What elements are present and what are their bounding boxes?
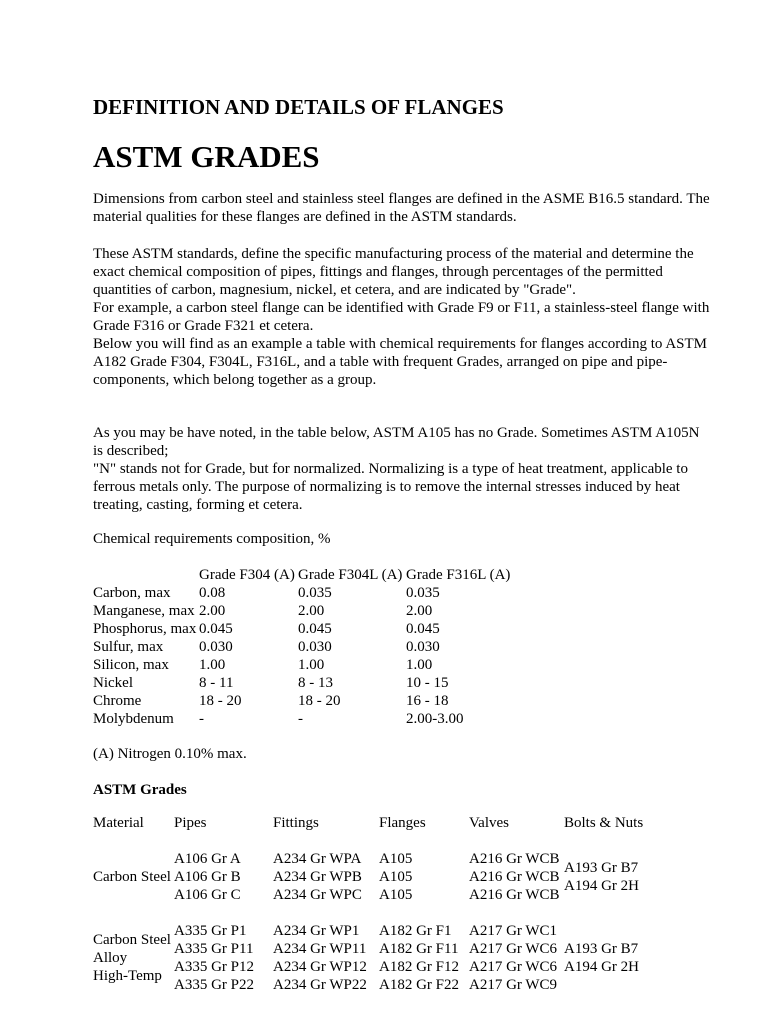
material-line: High-Temp <box>93 968 162 984</box>
document-title: ASTM GRADES <box>93 139 320 174</box>
paragraph-text: As you may be have noted, in the table below, ASTM A105 has no Grade. Sometimes ASTM A105N is described; <box>93 425 700 459</box>
spacer-row <box>93 832 674 850</box>
table-row <box>93 584 516 602</box>
table-row <box>93 850 674 868</box>
table-header-cell: Material <box>93 815 144 831</box>
table-row <box>93 710 516 728</box>
table-cell: A216 Gr WCB <box>469 851 560 867</box>
table-header-row <box>93 814 674 832</box>
table-cell: 2.00 <box>298 603 325 619</box>
paragraph-text: "N" stands not for Grade, but for normalized. Normalizing is a type of heat treatment, applicable to ferrous metals only. The purpose of normalizing is to remove the internal stresses induced by heat treating, casting, forming et cetera. <box>93 461 688 513</box>
table-header-cell: Grade F316L (A) <box>406 567 511 583</box>
table-row <box>93 620 516 638</box>
table-header-cell: Bolts & Nuts <box>564 815 644 831</box>
table-cell: Manganese, max <box>93 603 195 619</box>
table-cell: A335 Gr P1 <box>174 923 247 939</box>
table-cell: Nickel <box>93 675 133 691</box>
material-line: Carbon Steel <box>93 932 171 948</box>
table-cell: A234 Gr WP1 <box>273 923 360 939</box>
table-header-cell <box>93 566 199 584</box>
table-header-cell: Pipes <box>174 815 207 831</box>
table-cell: 18 - 20 <box>199 693 242 709</box>
table-cell: A217 Gr WC6 <box>469 941 558 957</box>
table-cell <box>564 922 674 940</box>
table-cell: A234 Gr WPA <box>273 851 362 867</box>
table-cell: 8 - 13 <box>298 675 333 691</box>
table-cell: A182 Gr F22 <box>379 977 460 993</box>
table-cell: 1.00 <box>406 657 433 673</box>
table-cell: A194 Gr 2H <box>564 959 639 975</box>
table-row <box>93 976 674 994</box>
table-header-cell: Fittings <box>273 815 319 831</box>
grades-heading: ASTM Grades <box>93 782 187 798</box>
material-cell <box>93 922 174 994</box>
material-line: Alloy <box>93 950 128 966</box>
table-cell: A216 Gr WCB <box>469 887 560 903</box>
table-cell: A234 Gr WPB <box>273 869 362 885</box>
table-row <box>93 922 674 940</box>
table-cell: - <box>298 711 303 727</box>
table-cell: A106 Gr B <box>174 869 241 885</box>
table-row <box>93 602 516 620</box>
table-row <box>93 692 516 710</box>
table-cell: Phosphorus, max <box>93 621 197 637</box>
table-cell: 0.045 <box>406 621 440 637</box>
table-cell: A193 Gr B7 <box>564 941 639 957</box>
table-cell: 2.00 <box>406 603 433 619</box>
table-header-row <box>93 566 516 584</box>
table-cell: Silicon, max <box>93 657 169 673</box>
table-cell: 18 - 20 <box>298 693 341 709</box>
table-cell: A335 Gr P12 <box>174 959 255 975</box>
table-cell <box>564 976 674 994</box>
table-header-cell: Valves <box>469 815 509 831</box>
table-cell: A182 Gr F1 <box>379 923 452 939</box>
bolts-line: A194 Gr 2H <box>564 878 639 894</box>
table-cell: Molybdenum <box>93 711 174 727</box>
table-row <box>93 638 516 656</box>
table-cell: A106 Gr C <box>174 887 241 903</box>
paragraph-text: Below you will find as an example a table with chemical requirements for flanges according to ASTM A182 Grade F304, F304L, F316L, and a table with frequent Grades, arranged on pipe and pipe-components, which belong together as a group. <box>93 336 707 388</box>
table-cell: Sulfur, max <box>93 639 164 655</box>
table-cell: 10 - 15 <box>406 675 449 691</box>
table-cell: 2.00 <box>199 603 226 619</box>
table-cell: 1.00 <box>199 657 226 673</box>
paragraph-text: Dimensions from carbon steel and stainless steel flanges are defined in the ASME B16.5 standard. The material qualities for these flanges are defined in the ASTM standards. <box>93 191 710 225</box>
intro-paragraph-2 <box>93 245 713 389</box>
table-cell: A105 <box>379 887 413 903</box>
table-cell: A182 Gr F12 <box>379 959 460 975</box>
chem-caption: Chemical requirements composition, % <box>93 531 331 547</box>
table-cell: 0.035 <box>406 585 440 601</box>
spacer-row <box>93 904 674 922</box>
table-cell: 0.045 <box>298 621 332 637</box>
table-header-cell: Grade F304 (A) <box>199 567 295 583</box>
table-cell: A217 Gr WC9 <box>469 977 558 993</box>
document-subtitle: DEFINITION AND DETAILS OF FLANGES <box>93 95 504 119</box>
table-cell: A234 Gr WPC <box>273 887 362 903</box>
chemical-requirements-table <box>93 566 516 728</box>
table-cell: Carbon, max <box>93 585 171 601</box>
table-cell: 8 - 11 <box>199 675 234 691</box>
table-header-cell: Flanges <box>379 815 426 831</box>
table-cell: 0.045 <box>199 621 233 637</box>
paragraph-text: For example, a carbon steel flange can be identified with Grade F9 or F11, a stainless-steel flange with Grade F316 or Grade F321 et cetera. <box>93 300 710 334</box>
table-cell: 0.030 <box>298 639 332 655</box>
table-cell: A335 Gr P11 <box>174 941 254 957</box>
table-cell: 1.00 <box>298 657 325 673</box>
table-cell: 0.030 <box>199 639 233 655</box>
material-cell: Carbon Steel <box>93 869 171 885</box>
table-cell: A105 <box>379 869 413 885</box>
bolts-cell <box>564 850 674 904</box>
table-cell: A217 Gr WC1 <box>469 923 558 939</box>
table-cell: A217 Gr WC6 <box>469 959 558 975</box>
intro-paragraph-3 <box>93 424 713 514</box>
table-cell: 16 - 18 <box>406 693 449 709</box>
table-cell: 0.030 <box>406 639 440 655</box>
table-cell: - <box>199 711 204 727</box>
table-cell: A234 Gr WP22 <box>273 977 367 993</box>
table-cell: A106 Gr A <box>174 851 241 867</box>
table-cell: 0.08 <box>199 585 226 601</box>
bolts-line: A193 Gr B7 <box>564 860 639 876</box>
table-cell: A335 Gr P22 <box>174 977 255 993</box>
table-cell: A234 Gr WP12 <box>273 959 367 975</box>
table-cell: A182 Gr F11 <box>379 941 459 957</box>
table-cell: 0.035 <box>298 585 332 601</box>
table-row <box>93 940 674 958</box>
table-cell: 2.00-3.00 <box>406 711 464 727</box>
astm-grades-table <box>93 814 674 994</box>
table-row <box>93 958 674 976</box>
table-cell: Chrome <box>93 693 142 709</box>
intro-paragraph-1 <box>93 190 713 226</box>
paragraph-text: These ASTM standards, define the specific manufacturing process of the material and determine the exact chemical composition of pipes, fittings and flanges, through percentages of the permitted quantities of carbon, magnesium, nickel, et cetera, and are indicated by "Grade". <box>93 246 694 298</box>
chem-footnote: (A) Nitrogen 0.10% max. <box>93 746 247 762</box>
table-header-cell: Grade F304L (A) <box>298 567 403 583</box>
table-cell: A105 <box>379 851 413 867</box>
table-row <box>93 674 516 692</box>
table-row <box>93 656 516 674</box>
table-cell: A216 Gr WCB <box>469 869 560 885</box>
table-cell: A234 Gr WP11 <box>273 941 367 957</box>
